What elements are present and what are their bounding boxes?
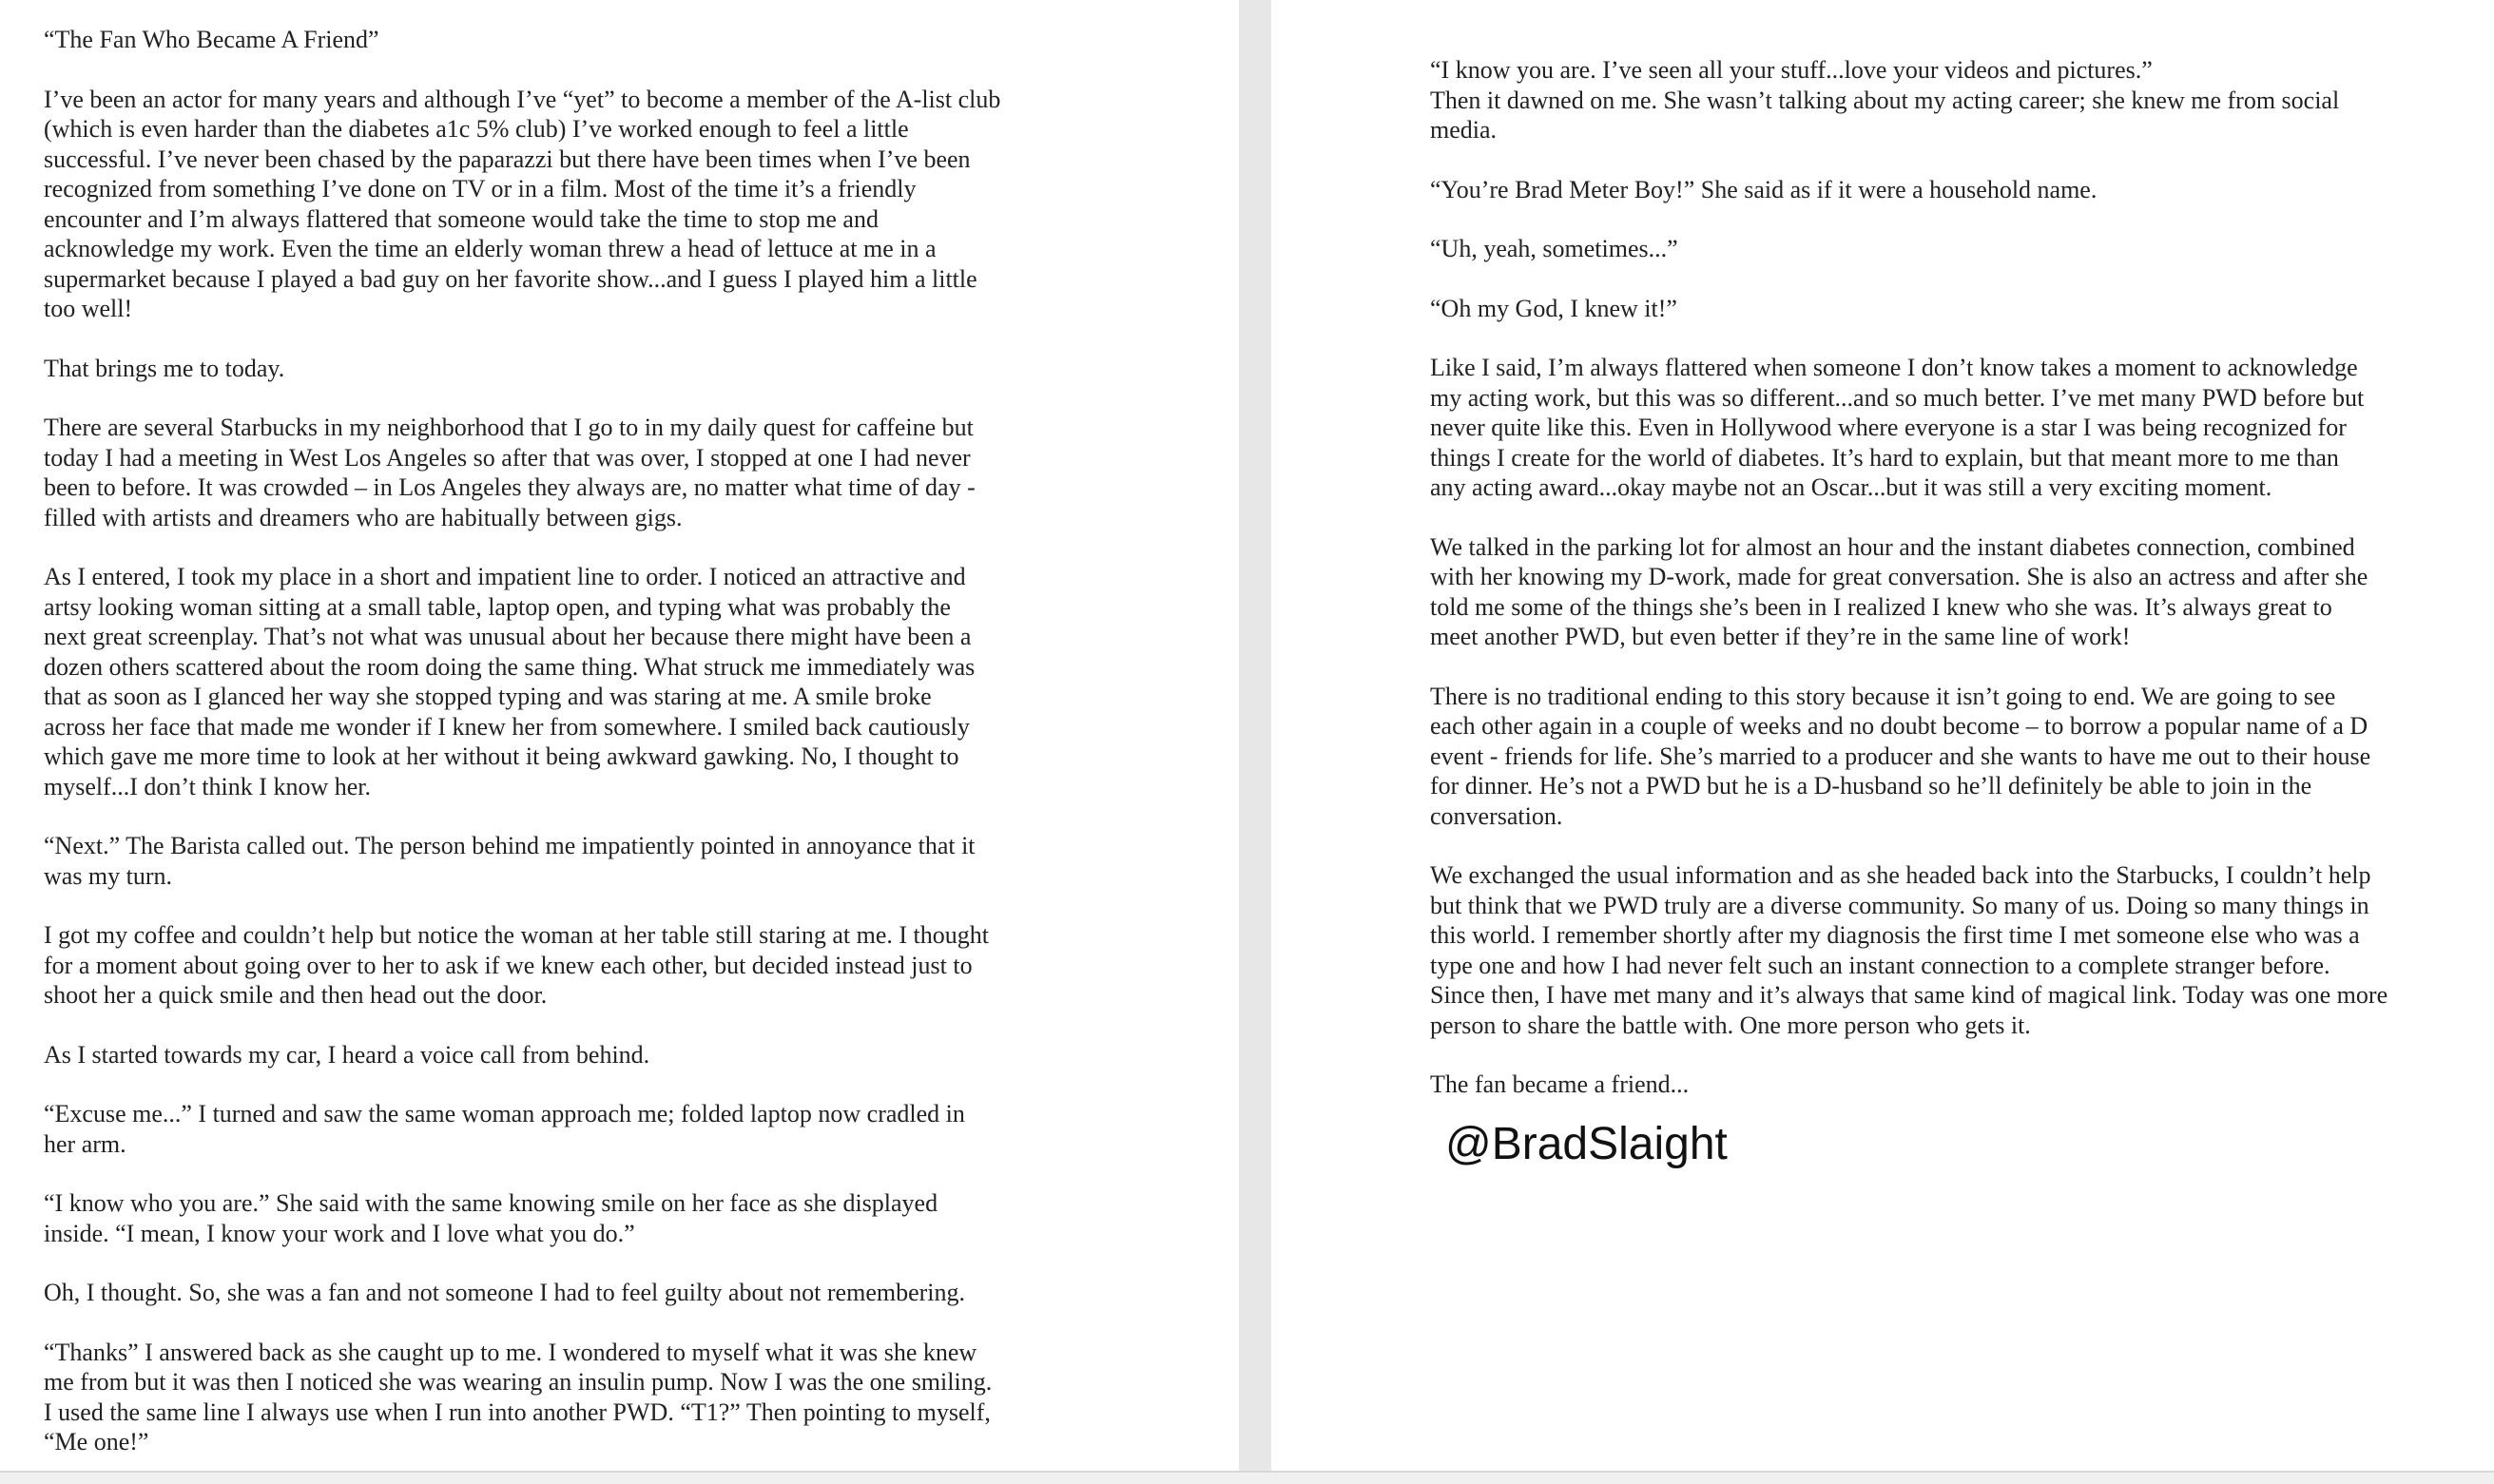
- paragraph: I’ve been an actor for many years and although I’ve “yet” to become a member of the A-list club (which is even harder than the diabetes a1c 5% club) I’ve worked enough to feel a little successful. I’ve never been chased by the paparazzi but there have been times when I’ve been recognized from something I’ve done on TV or in a film. Most of the time it’s a friendly encounter and I’m always flattered that someone would take the time to stop me and acknowledge my work. Even the time an elderly woman threw a head of lettuce at me in a supermarket because I played a bad guy on her favorite show...and I guess I played him a little too well!: [44, 85, 1001, 322]
- bottom-scroll-edge: [0, 1471, 2494, 1484]
- paragraph: “Oh my God, I knew it!”: [1430, 294, 1677, 322]
- document-page-left: [0, 0, 1239, 1471]
- paragraph: “Thanks” I answered back as she caught up to me. I wondered to myself what it was she knew me from but it was then I noticed she was wearing an insulin pump. Now I was the one smiling. I used the same line I always use when I run into another PWD. “T1?” Then pointing to myself, “Me one!”: [44, 1338, 993, 1455]
- paragraph: That brings me to today.: [44, 354, 285, 382]
- paragraph: “Excuse me...” I turned and saw the same woman approach me; folded laptop now cradled in her arm.: [44, 1100, 965, 1158]
- paragraph: There is no traditional ending to this story because it isn’t going to end. We are going to see each other again in a couple of weeks and no doubt become – to borrow a popular name of a D event - friends for life. She’s married to a producer and she wants to have me out to their house for dinner. He’s not a PWD but he is a D-husband so he’ll definitely be able to join in the conversation.: [1430, 682, 2371, 830]
- author-signature: @BradSlaight: [1445, 1118, 1728, 1169]
- paragraph: As I entered, I took my place in a short and impatient line to order. I noticed an attractive and artsy looking woman sitting at a small table, laptop open, and typing what was probably the next great screenplay. That’s not what was unusual about her because there might have been a dozen others scattered about the room doing the same thing. What struck me immediately was that as soon as I glanced her way she stopped typing and was staring at me. A smile broke across her face that made me wonder if I knew her from somewhere. I smiled back cautiously which gave me more time to look at her without it being awkward gawking. No, I thought to myself...I don’t think I know her.: [44, 563, 976, 800]
- story-title: “The Fan Who Became A Friend”: [44, 26, 379, 53]
- paragraph: There are several Starbucks in my neighborhood that I go to in my daily quest for caffeine but today I had a meeting in West Los Angeles so after that was over, I stopped at one I had never been to before. It was crowded – in Los Angeles they always are, no matter what time of day - filled with artists and dreamers who are habitually between gigs.: [44, 414, 976, 531]
- paragraph: “I know you are. I’ve seen all your stuff...love your videos and pictures.” Then it dawned on me. She wasn’t talking about my acting career; she knew me from social media.: [1430, 56, 2340, 144]
- paragraph: As I started towards my car, I heard a voice call from behind.: [44, 1040, 650, 1069]
- paragraph: The fan became a friend...: [1430, 1070, 1690, 1098]
- document-page-right: [1271, 0, 2494, 1471]
- paragraph: “Next.” The Barista called out. The person behind me impatiently pointed in annoyance that it was my turn.: [44, 832, 976, 890]
- paragraph: “You’re Brad Meter Boy!” She said as if it were a household name.: [1430, 175, 2098, 203]
- paragraph: “Uh, yeah, sometimes...”: [1430, 235, 1678, 262]
- paragraph: Oh, I thought. So, she was a fan and not someone I had to feel guilty about not remembering.: [44, 1279, 966, 1306]
- paragraph: “I know who you are.” She said with the same knowing smile on her face as she displayed inside. “I mean, I know your work and I love what you do.”: [44, 1189, 938, 1247]
- paragraph: Like I said, I’m always flattered when someone I don’t know takes a moment to acknowledge my acting work, but this was so different...and so much better. I’ve met many PWD before but never quite like this. Even in Hollywood where everyone is a star I was being recognized for things I create for the world of diabetes. It’s hard to explain, but that meant more to me than any acting award...okay maybe not an Oscar...but it was still a very exciting moment.: [1430, 354, 2365, 501]
- paragraph: We talked in the parking lot for almost an hour and the instant diabetes connection, combined with her knowing my D-work, made for great conversation. She is also an actress and after she told me some of the things she’s been in I realized I knew who she was. It’s always great to meet another PWD, but even better if they’re in the same line of work!: [1430, 532, 2368, 650]
- paragraph: I got my coffee and couldn’t help but notice the woman at her table still staring at me. I thought for a moment about going over to her to ask if we knew each other, but decided instead just to shoot her a quick smile and then head out the door.: [44, 921, 990, 1009]
- paragraph: We exchanged the usual information and as she headed back into the Starbucks, I couldn’t help but think that we PWD truly are a diverse community. So many of us. Doing so many things in this world. I remember shortly after my diagnosis the first time I met someone else who was a type one and how I had never felt such an instant connection to a complete stranger before. Since then, I have met many and it’s always that same kind of magical link. Today was one more person to share the battle with. One more person who gets it.: [1430, 861, 2388, 1039]
